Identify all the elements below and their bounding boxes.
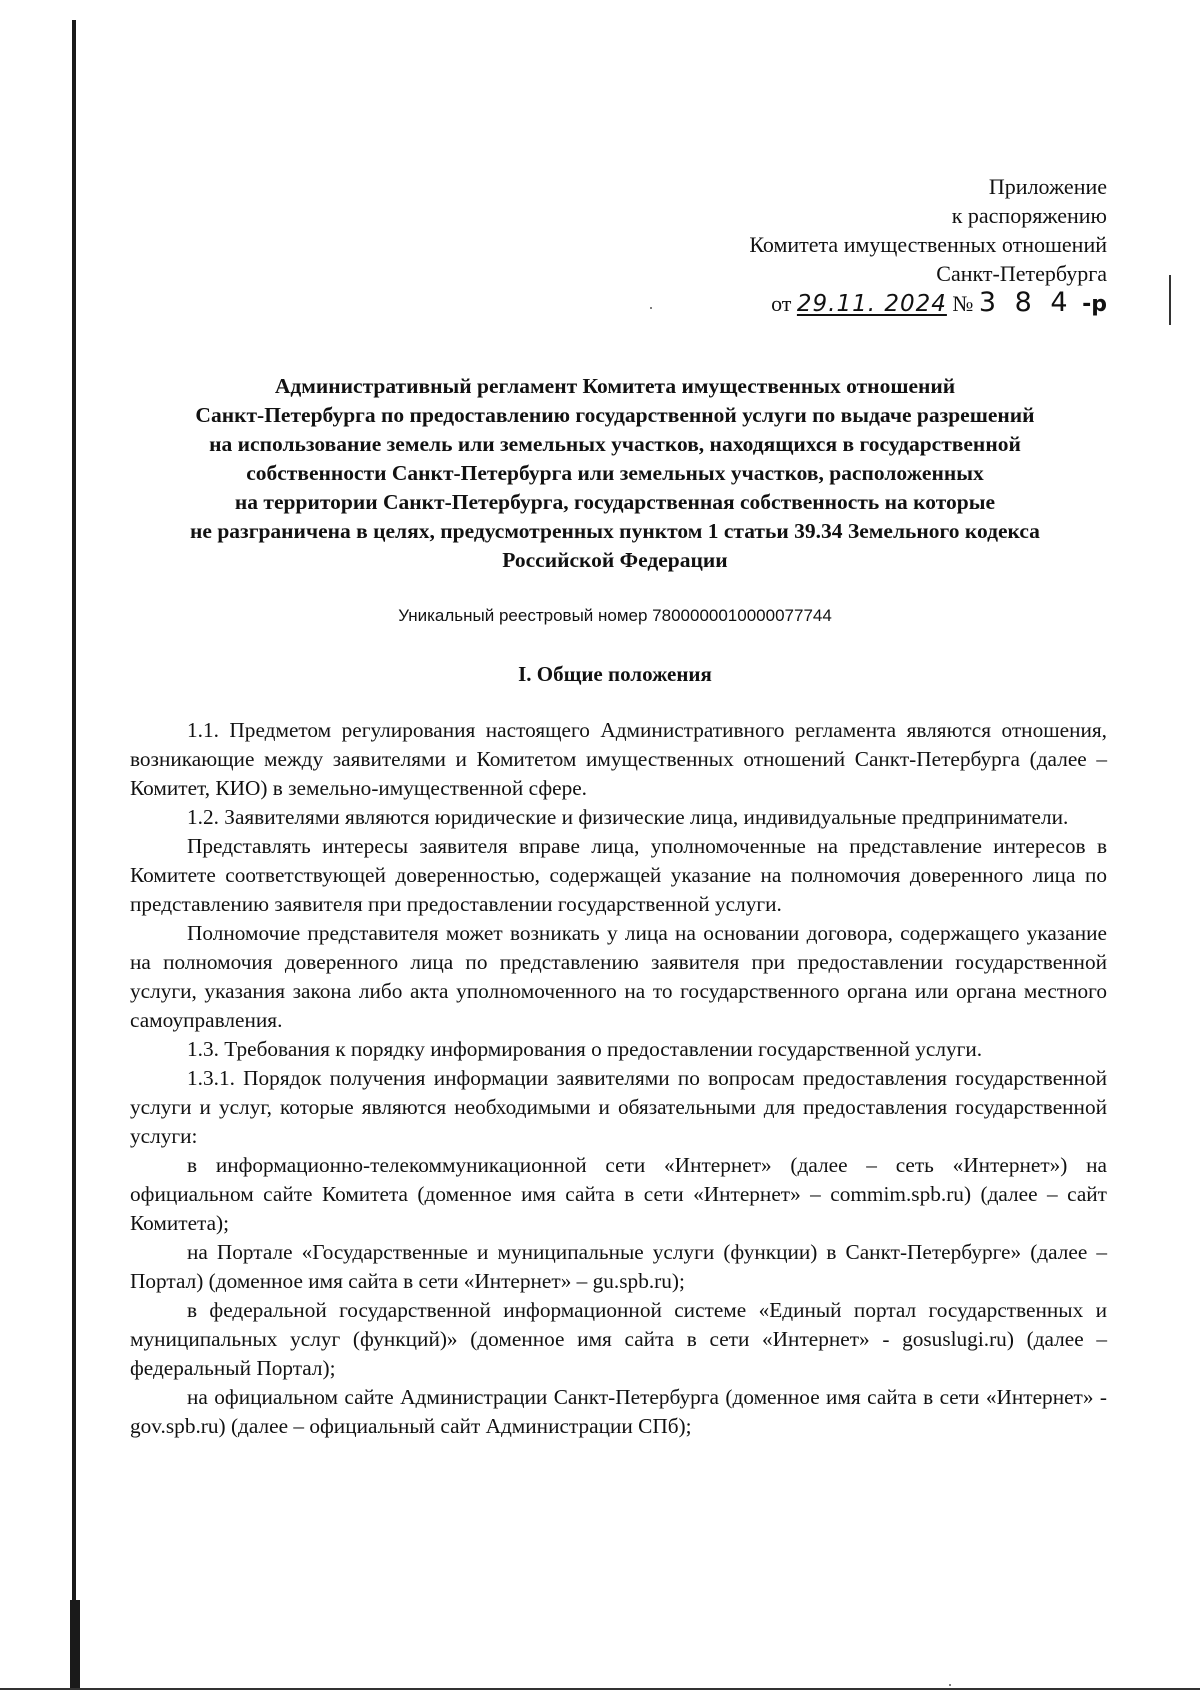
scan-bottom-edge	[0, 1688, 1200, 1690]
document-title	[132, 372, 1098, 575]
paragraph: Полномочие представителя может возникать у лица на основании договора, содержащего указание на полномочия доверенного лица по представлению заявителя при предоставлении государственной услуги, указания закона либо акта уполномоченного на то государственного органа или органа местного самоуправления.	[130, 921, 1107, 1032]
paragraph: на официальном сайте Администрации Санкт-Петербурга (доменное имя сайта в сети «Интернет» - gov.spb.ru) (далее – официальный сайт Администрации СПб);	[130, 1385, 1107, 1438]
document-body	[130, 716, 1107, 1441]
title-line: собственности Санкт-Петербурга или земельных участков, расположенных	[246, 461, 984, 485]
number-suffix: -р	[1082, 292, 1107, 317]
scan-speck	[949, 1684, 951, 1686]
paragraph: 1.3.1. Порядок получения информации заявителями по вопросам предоставления государственной услуги и услуг, которые являются необходимыми и обязательными для предоставления государственной услуги:	[130, 1066, 1107, 1148]
approval-block	[749, 172, 1107, 319]
handwritten-number: 3 8 4	[978, 287, 1073, 318]
title-line: на использование земель или земельных участков, находящихся в государственной	[209, 432, 1021, 456]
section-heading: I. Общие положения	[518, 662, 712, 686]
approval-date-line	[749, 288, 1107, 319]
paragraph: 1.1. Предметом регулирования настоящего Административного регламента являются отношения, возникающие между заявителями и Комитетом имущественных отношений Санкт-Петербурга (далее – Комитет, КИО) в земельно-имущественной сфере.	[130, 718, 1107, 800]
paragraph: 1.3. Требования к порядку информирования о предоставлении государственной услуги.	[187, 1037, 983, 1061]
paragraph: 1.2. Заявителями являются юридические и физические лица, индивидуальные предприниматели.	[187, 805, 1069, 829]
scan-right-mark	[1169, 275, 1171, 325]
registry-number: Уникальный реестровый номер 7800000010000077744	[398, 606, 832, 625]
scan-speck	[650, 307, 652, 309]
title-line: Административный регламент Комитета имущественных отношений	[274, 374, 956, 398]
paragraph: Представлять интересы заявителя вправе лица, уполномоченные на представление интересов в Комитете соответствующей доверенностью, содержащей указание на полномочия доверенного лица по представлению заявителя при предоставлении государственной услуги.	[130, 834, 1107, 916]
handwritten-date: 29.11. 2024	[796, 291, 947, 317]
approval-line: к распоряжению	[951, 203, 1107, 228]
title-line: Российской Федерации	[502, 548, 728, 572]
title-line: Санкт-Петербурга по предоставлению государственной услуги по выдаче разрешений	[195, 403, 1035, 427]
scan-left-edge	[72, 20, 76, 1685]
approval-line: Санкт-Петербурга	[936, 261, 1107, 286]
paragraph: на Портале «Государственные и муниципальные услуги (функции) в Санкт-Петербурге» (далее – Портал) (доменное имя сайта в сети «Интернет» – gu.spb.ru);	[130, 1240, 1107, 1293]
title-line: на территории Санкт-Петербурга, государственная собственность на которые	[234, 490, 996, 514]
paragraph: в информационно-телекоммуникационной сети «Интернет» (далее – сеть «Интернет») на официальном сайте Комитета (доменное имя сайта в сети «Интернет» – commim.spb.ru) (далее – сайт Комитета);	[130, 1153, 1107, 1235]
paragraph: в федеральной государственной информационной системе «Единый портал государственных и муниципальных услуг (функций)» (доменное имя сайта в сети «Интернет» - gosuslugi.ru) (далее – федеральный Портал);	[130, 1298, 1107, 1380]
date-prefix: от	[771, 291, 792, 316]
scan-left-edge-bottom	[70, 1600, 80, 1688]
title-line: не разграничена в целях, предусмотренных пунктом 1 статьи 39.34 Земельного кодекса	[190, 519, 1040, 543]
number-sign: №	[952, 291, 974, 316]
approval-line: Приложение	[988, 174, 1107, 199]
approval-line: Комитета имущественных отношений	[749, 232, 1107, 257]
